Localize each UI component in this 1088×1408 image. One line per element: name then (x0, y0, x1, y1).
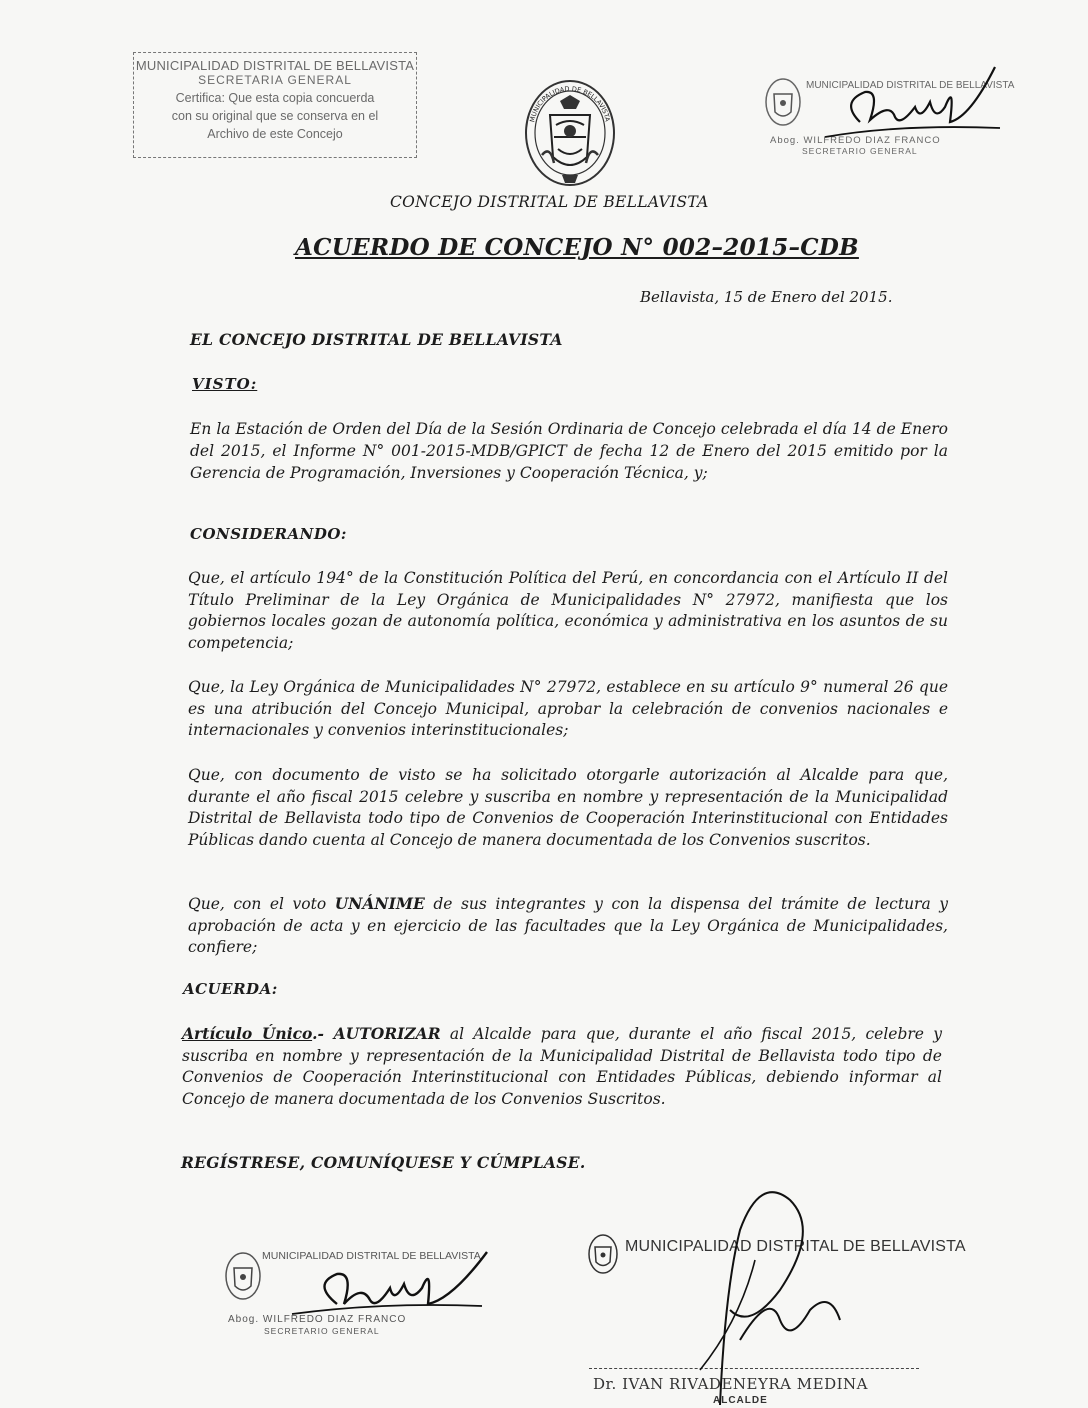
visto-paragraph: En la Estación de Orden del Día de la Sesión Ordinaria de Concejo celebrada el día 14 de Enero del 2015, el Informe N° 001-2015-MDB/GPICT de fecha 12 de Enero del 2015 emitido por la Gerencia de Programación, Inversiones y Cooperación Técnica, y; (190, 420, 948, 482)
date-line: Bellavista, 15 de Enero del 2015. (640, 288, 893, 306)
acuerda-heading: ACUERDA: (183, 980, 278, 998)
council-name: EL CONCEJO DISTRITAL DE BELLAVISTA (190, 330, 563, 349)
considerando-paragraph-2: Que, la Ley Orgánica de Municipalidades N° 27972, establece en su artículo 9° numeral 26 que es una atribución del Concejo Municipal, aprobar la celebración de convenios nacionales e internacionales y convenios interinstitucionales; (188, 678, 948, 739)
visto-heading: VISTO: (192, 375, 258, 393)
seal-person-title: SECRETARIO GENERAL (264, 1326, 380, 1336)
article-label: Artículo Único (182, 1024, 313, 1043)
council-header: CONCEJO DISTRITAL DE BELLAVISTA (390, 193, 709, 211)
secretary-signature (820, 62, 1020, 157)
secretary-seal-bottom (222, 1244, 502, 1354)
considerando-heading: CONSIDERANDO: (190, 525, 347, 543)
seal-org-name: MUNICIPALIDAD DISTRITAL DE BELLAVISTA (262, 1250, 481, 1262)
considerando-paragraph-3: Que, con documento de visto se ha solicitado otorgarle autorización al Alcalde para que, durante el año fiscal 2015 celebre y suscriba en nombre y representación de la Municipalidad Distrital de Bellavista todo tipo de Convenios de Cooperación Interinstitucional con Entidades Públicas dando cuenta al Concejo de manera documentada de los Convenios suscritos. (188, 766, 948, 849)
seal-person-title: SECRETARIO GENERAL (802, 146, 918, 156)
secretary-signature (282, 1244, 502, 1324)
certification-stamp (133, 52, 417, 158)
stamp-line-certify-3: Archivo de este Concejo (207, 127, 343, 141)
agreement-title: ACUERDO DE CONCEJO N° 002–2015–CDB (295, 234, 859, 261)
seal-org-name: MUNICIPALIDAD DISTRITAL DE BELLAVISTA (625, 1238, 966, 1255)
paragraph4-start: Que, con el voto (188, 895, 335, 913)
considerando-paragraph-4 (188, 893, 948, 959)
seal-person-name: Abog. WILFREDO DIAZ FRANCO (228, 1314, 407, 1325)
sole-article (182, 1023, 942, 1110)
mayor-name: Dr. IVAN RIVADENEYRA MEDINA (593, 1375, 868, 1393)
stamp-line-certify-2: con su original que se conserva en el (171, 109, 379, 123)
stamp-line-certify-1: Certifica: Que esta copia concuerda (175, 91, 375, 105)
seal-small-emblem (224, 1250, 262, 1302)
mayor-signature (680, 1170, 880, 1408)
municipal-seal-emblem (520, 75, 620, 190)
unanimous-vote: UNÁNIME (334, 894, 425, 913)
secretary-seal-top (760, 72, 1015, 182)
seal-org-name: MUNICIPALIDAD DISTRITAL DE BELLAVISTA (806, 80, 1015, 91)
svg-text:MUNICIPALIDAD DE BELLAVISTA: MUNICIPALIDAD DE BELLAVISTA (528, 84, 612, 123)
seal-small-emblem (764, 76, 802, 128)
considerando-paragraph-1: Que, el artículo 194° de la Constitución Política del Perú, en concordancia con el Artículo II del Título Preliminar de la Ley Orgánica de Municipalidades N° 27972, manifiesta que los gobiernos locales gozan de autonomía política, económica y administrativa en los asuntos de su competencia; (188, 569, 948, 652)
article-text: al Alcalde para que, durante el año fiscal 2015, celebre y suscriba en nombre y representación de la Municipalidad Distrital de Bellavista todo tipo de Convenios de Cooperación Interinstitucional con Entidades Públicas, debiendo informar al Concejo de manera documentada de los Convenios Suscritos. (182, 1025, 942, 1108)
paragraph4-end: de sus integrantes y con la dispensa del trámite de lectura y aprobación de acta y en ejercicio de las facultades que la Ley Orgánica de Municipalidades, confiere; (188, 895, 948, 956)
article-authorize: .- AUTORIZAR (312, 1024, 441, 1043)
stamp-line-office: SECRETARIA GENERAL (198, 73, 352, 87)
mayor-title: ALCALDE (713, 1395, 768, 1406)
stamp-line-org: MUNICIPALIDAD DISTRITAL DE BELLAVISTA (135, 58, 415, 73)
closing-formula: REGÍSTRESE, COMUNÍQUESE Y CÚMPLASE. (181, 1153, 586, 1172)
seal-small-emblem (587, 1232, 619, 1276)
seal-person-name: Abog. WILFREDO DIAZ FRANCO (770, 135, 941, 146)
